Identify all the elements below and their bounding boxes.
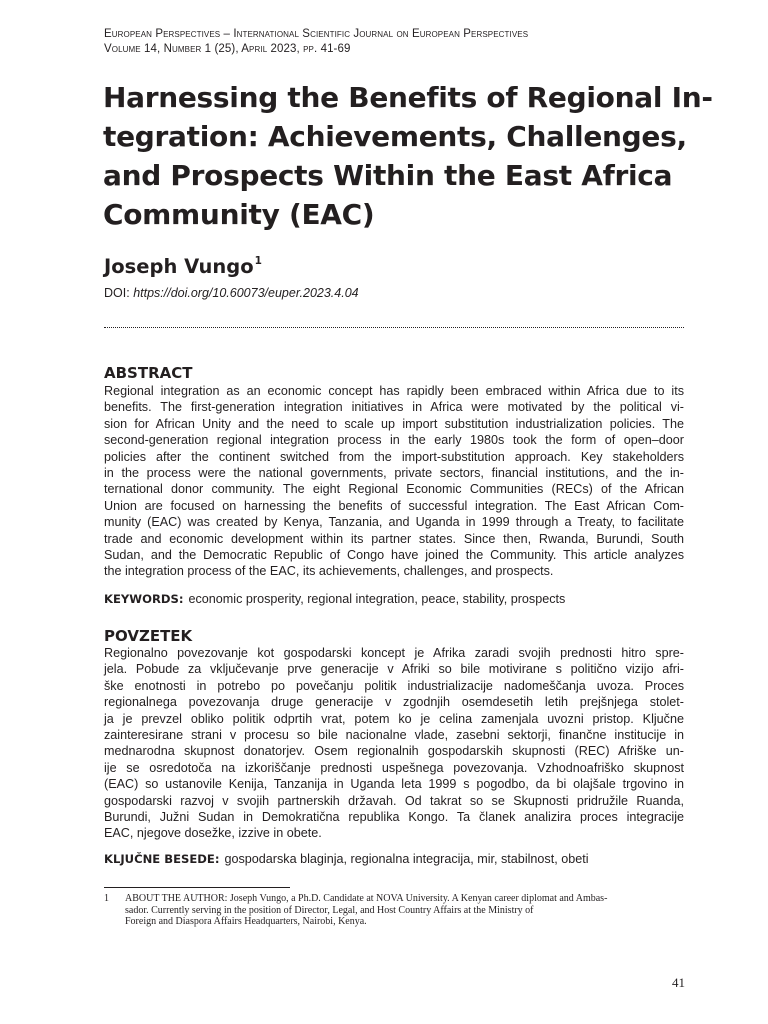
author-name: [104, 248, 262, 280]
footnote-line: Foreign and Diaspora Affairs Headquarters, Nairobi, Kenya.: [125, 916, 367, 928]
doi-link[interactable]: https://doi.org/10.60073/euper.2023.4.04: [133, 286, 359, 300]
page-number: 41: [672, 975, 685, 990]
kljucne-besede-list: gospodarska blaginja, regionalna integracija, mir, stabilnost, obeti: [224, 852, 589, 866]
abstract-line: the integration process of the EAC, its achievements, challenges, and prospects.: [104, 564, 554, 579]
povzetek-line: mednarodna skupnost donatorjev. Osem regionalnih gospodarskih skupnosti (REC) Afriške un-: [104, 744, 684, 759]
povzetek-heading: POVZETEK: [104, 627, 193, 645]
abstract-line: second-generation regional integration process in the early 1980s took the form of open–door: [104, 433, 684, 448]
abstract-line: trade and economic development within its partner states. Since then, Rwanda, Burundi, South: [104, 531, 684, 546]
article-title-line: and Prospects Within the East Africa: [103, 159, 673, 192]
doi-label: DOI:: [104, 286, 130, 300]
povzetek-line: ške enotnosti in potrebo po povečanju politik industrializacije nadomeščanja uvoza. Proces: [104, 678, 684, 693]
footnote-number: 1: [104, 893, 109, 904]
footnote-text: [125, 893, 684, 928]
povzetek-line: jela. Pobude za vključevanje prve generacije v Afriki so bile motivirane s politično vizijo afri-: [104, 662, 684, 677]
footnote-rule: [104, 887, 290, 888]
journal-issue-line: Volume 14, Number 1 (25), April 2023, pp. 41-69: [104, 43, 351, 55]
povzetek-line: ja je prevzel obliko politik odprtih vrat, potem ko je celina zamenjala uvozni pristop. Ključne: [104, 711, 684, 726]
dotted-separator: [104, 327, 684, 328]
povzetek-line: (EAC) so ustanovile Kenija, Tanzanija in Uganda leta 1999 s pogodbo, da bi olajšale trgovino in: [104, 777, 684, 792]
journal-header-line-1: [104, 27, 704, 42]
abstract-text: [104, 383, 684, 580]
journal-header: [104, 27, 704, 57]
journal-name: European Perspectives: [104, 28, 221, 40]
povzetek-line: gospodarski razvoj v svojih partnerskih državah. Od takrat so se Skupnosti pridružile Ruanda,: [104, 793, 684, 808]
abstract-line: benefits. The first-generation integration initiatives in Africa were motivated by the political vi-: [104, 400, 684, 415]
abstract-line: sion for African Unity and the need to scale up import substitution industrialization policies. The: [104, 416, 684, 431]
keywords-line: [104, 591, 565, 608]
povzetek-line: regionalnega povezovanja druge generacije v zgodnjih osemdesetih letih prejšnjega stolet-: [104, 695, 684, 710]
abstract-line: policies after the continent switched from the import-substitution approach. Key stakeholders: [104, 449, 684, 464]
abstract-line: Sudan, and the Democratic Republic of Congo have joined the Community. This article analyzes: [104, 548, 684, 563]
povzetek-line: ije se osredotoča na izkoriščanje prednosti uspešnega povezovanja. Vzhodnoafriško skupnost: [104, 760, 684, 775]
keywords-list: economic prosperity, regional integration, peace, stability, prospects: [188, 592, 566, 606]
abstract-line: in the process were the national governments, private sectors, financial institutions, and the in-: [104, 466, 684, 481]
journal-subtitle: International Scientific Journal on European Perspectives: [233, 28, 529, 40]
abstract-line: Union are focused on harnessing the benefits of successful integration. The East African Com-: [104, 498, 684, 513]
article-title-line: tegration: Achievements, Challenges,: [103, 120, 687, 153]
povzetek-line: zainteresirane strani v procesu so bile nacionalne vlade, zasebni sektorji, finančne institucije in: [104, 728, 684, 743]
abstract-line: ternational donor community. The eight Regional Economic Communities (RECs) of the African: [104, 482, 684, 497]
article-title-line: Harnessing the Benefits of Regional In-: [103, 81, 713, 114]
povzetek-text: [104, 645, 684, 842]
article-title-line: Community (EAC): [103, 198, 375, 231]
abstract-line: munity (EAC) was created by Kenya, Tanzania, and Uganda in 1999 through a Treaty, to facilitate: [104, 515, 684, 530]
keywords-label: KEYWORDS:: [104, 592, 184, 606]
footnote-line: sador. Currently serving in the position of Director, Legal, and Host Country Affairs at the Ministry of: [125, 904, 534, 916]
abstract-line: Regional integration as an economic concept has rapidly been embraced within Africa due to its: [104, 384, 684, 398]
kljucne-besede-line: [104, 851, 589, 868]
article-title: [103, 78, 713, 234]
povzetek-line: Regionalno povezovanje kot gospodarski koncept je Afrika zaradi svojih prednosti hitro spre-: [104, 646, 684, 660]
doi-line: [104, 285, 359, 302]
povzetek-line: EAC, njegove dosežke, izzive in obete.: [104, 826, 322, 841]
footnote-line: ABOUT THE AUTHOR: Joseph Vungo, a Ph.D. Candidate at NOVA University. A Kenyan career diplomat and Ambas-: [125, 893, 608, 904]
abstract-heading: ABSTRACT: [104, 364, 193, 382]
kljucne-besede-label: KLJUČNE BESEDE:: [104, 852, 220, 866]
author-name-text: Joseph Vungo: [104, 255, 254, 278]
journal-header-dash: –: [220, 28, 234, 40]
povzetek-line: Burundi, Južni Sudan in Demokratična republika Kongo. Ta članek analizira proces integracije: [104, 810, 684, 825]
author-footnote-mark[interactable]: 1: [254, 255, 262, 267]
